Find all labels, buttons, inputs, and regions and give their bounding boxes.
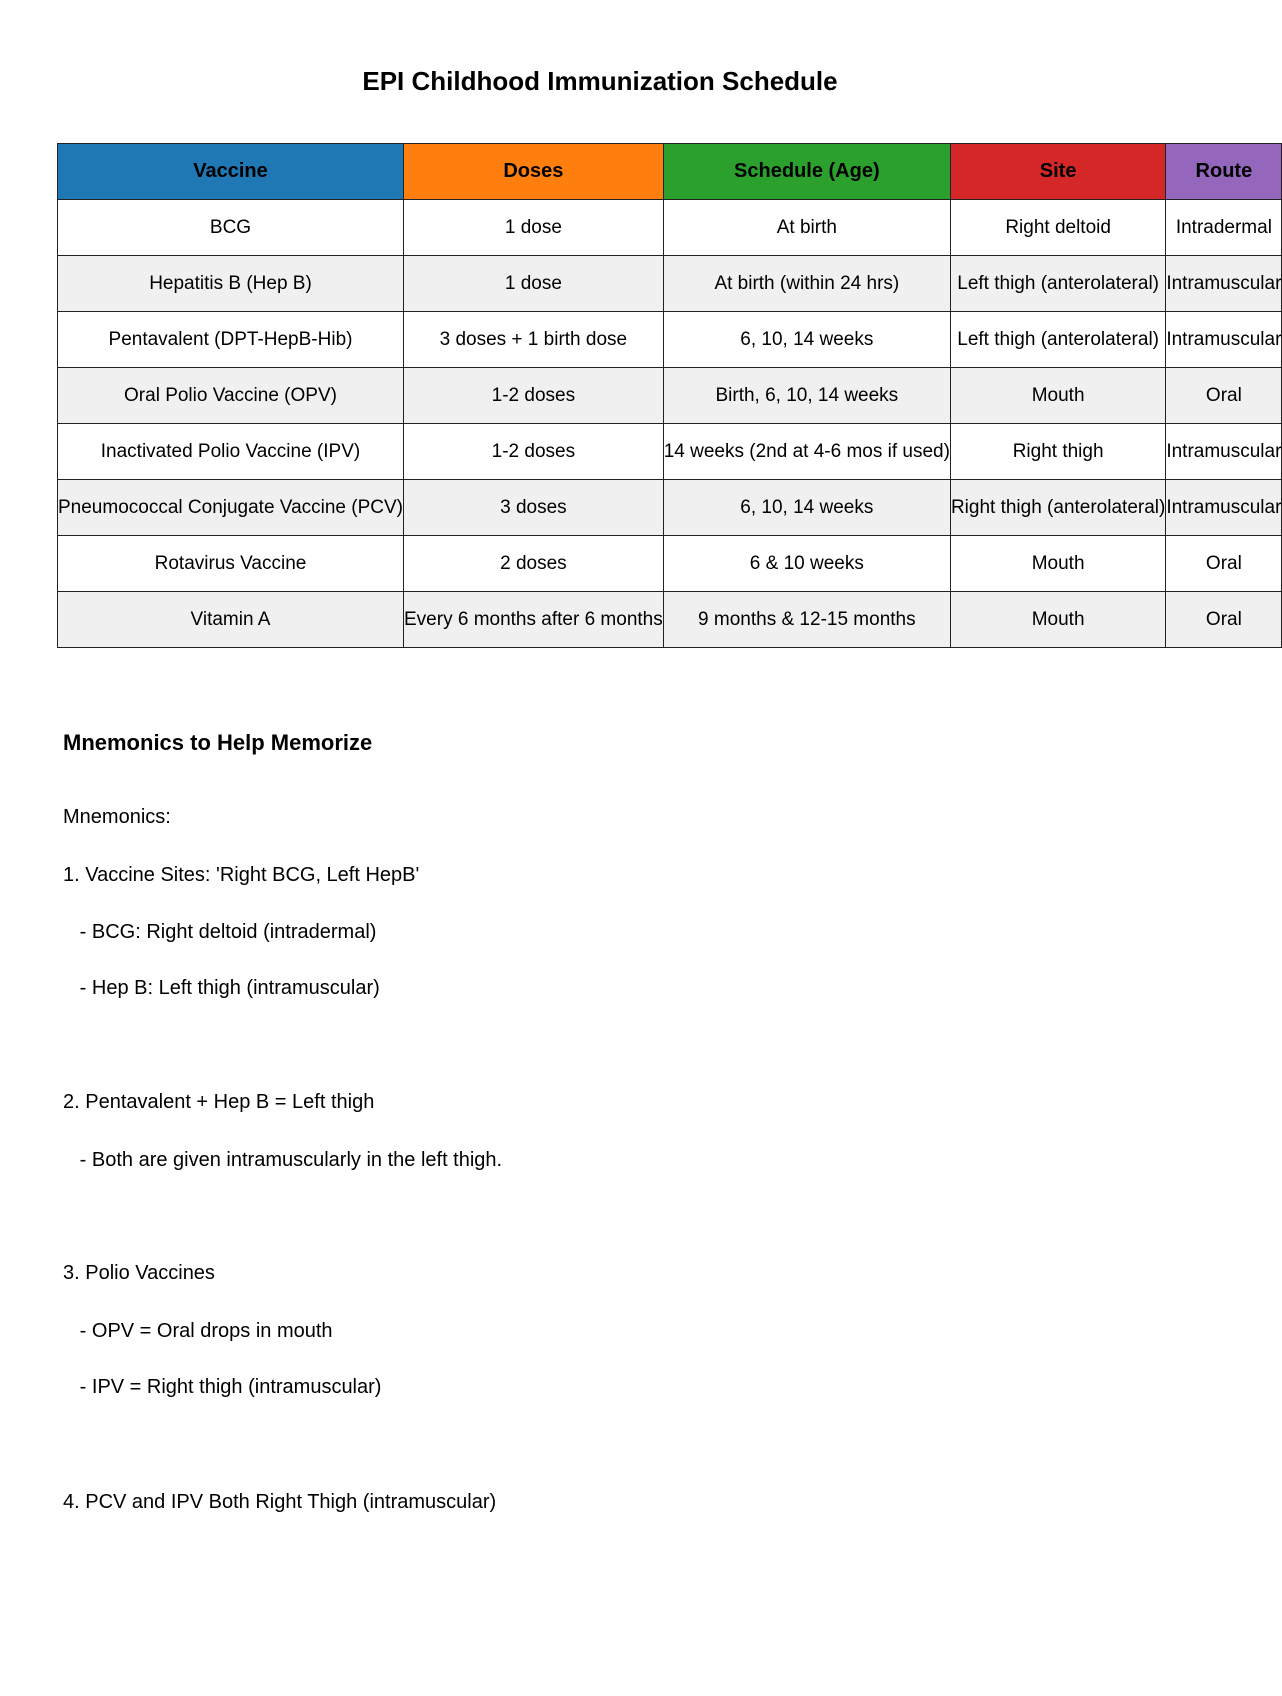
cell-doses: 1-2 doses — [404, 424, 664, 480]
cell-route: Oral — [1166, 592, 1282, 648]
cell-route: Intramuscular — [1166, 424, 1282, 480]
mnemonic-line: - Hep B: Left thigh (intramuscular) — [63, 977, 380, 999]
cell-vaccine: BCG — [58, 200, 404, 256]
cell-schedule: At birth (within 24 hrs) — [663, 256, 950, 312]
table-header-row — [58, 144, 1282, 200]
mnemonic-line: 2. Pentavalent + Hep B = Left thigh — [63, 1091, 375, 1113]
table-row — [58, 592, 1282, 648]
cell-site: Mouth — [950, 592, 1165, 648]
cell-schedule: Birth, 6, 10, 14 weeks — [663, 368, 950, 424]
header-site: Site — [950, 144, 1165, 200]
table-row — [58, 256, 1282, 312]
cell-site: Right thigh — [950, 424, 1165, 480]
table-row — [58, 480, 1282, 536]
cell-doses: Every 6 months after 6 months — [404, 592, 664, 648]
cell-route: Oral — [1166, 536, 1282, 592]
cell-doses: 2 doses — [404, 536, 664, 592]
table-row — [58, 536, 1282, 592]
cell-route: Oral — [1166, 368, 1282, 424]
cell-doses: 1 dose — [404, 200, 664, 256]
cell-schedule: 6, 10, 14 weeks — [663, 312, 950, 368]
table-row — [58, 424, 1282, 480]
header-vaccine: Vaccine — [58, 144, 404, 200]
cell-route: Intramuscular — [1166, 256, 1282, 312]
cell-vaccine: Inactivated Polio Vaccine (IPV) — [58, 424, 404, 480]
header-doses: Doses — [404, 144, 664, 200]
immunization-schedule-table — [57, 143, 1282, 648]
cell-route: Intradermal — [1166, 200, 1282, 256]
cell-vaccine: Oral Polio Vaccine (OPV) — [58, 368, 404, 424]
mnemonic-line: 4. PCV and IPV Both Right Thigh (intramuscular) — [63, 1491, 497, 1513]
table-row — [58, 368, 1282, 424]
mnemonic-line: - Both are given intramuscularly in the left thigh. — [63, 1149, 503, 1171]
cell-vaccine: Rotavirus Vaccine — [58, 536, 404, 592]
cell-site: Right thigh (anterolateral) — [950, 480, 1165, 536]
cell-site: Left thigh (anterolateral) — [950, 256, 1165, 312]
mnemonic-line: - OPV = Oral drops in mouth — [63, 1320, 333, 1342]
cell-site: Right deltoid — [950, 200, 1165, 256]
mnemonic-line: - BCG: Right deltoid (intradermal) — [63, 921, 377, 943]
cell-schedule: 6, 10, 14 weeks — [663, 480, 950, 536]
cell-site: Mouth — [950, 368, 1165, 424]
table-row — [58, 312, 1282, 368]
cell-doses: 3 doses + 1 birth dose — [404, 312, 664, 368]
mnemonic-line: 3. Polio Vaccines — [63, 1262, 215, 1284]
header-route: Route — [1166, 144, 1282, 200]
cell-schedule: 9 months & 12-15 months — [663, 592, 950, 648]
cell-site: Mouth — [950, 536, 1165, 592]
cell-schedule: 6 & 10 weeks — [663, 536, 950, 592]
mnemonics-heading: Mnemonics to Help Memorize — [63, 730, 373, 755]
mnemonic-line: - IPV = Right thigh (intramuscular) — [63, 1376, 382, 1398]
cell-route: Intramuscular — [1166, 312, 1282, 368]
cell-site: Left thigh (anterolateral) — [950, 312, 1165, 368]
cell-vaccine: Hepatitis B (Hep B) — [58, 256, 404, 312]
cell-schedule: At birth — [663, 200, 950, 256]
cell-vaccine: Pneumococcal Conjugate Vaccine (PCV) — [58, 480, 404, 536]
cell-route: Intramuscular — [1166, 480, 1282, 536]
cell-vaccine: Pentavalent (DPT-HepB-Hib) — [58, 312, 404, 368]
mnemonics-intro: Mnemonics: — [63, 806, 171, 828]
document-title: EPI Childhood Immunization Schedule — [362, 66, 838, 96]
header-schedule: Schedule (Age) — [663, 144, 950, 200]
cell-schedule: 14 weeks (2nd at 4-6 mos if used) — [663, 424, 950, 480]
cell-doses: 1 dose — [404, 256, 664, 312]
cell-doses: 1-2 doses — [404, 368, 664, 424]
cell-doses: 3 doses — [404, 480, 664, 536]
mnemonic-line: 1. Vaccine Sites: 'Right BCG, Left HepB' — [63, 864, 420, 886]
cell-vaccine: Vitamin A — [58, 592, 404, 648]
table-row — [58, 200, 1282, 256]
